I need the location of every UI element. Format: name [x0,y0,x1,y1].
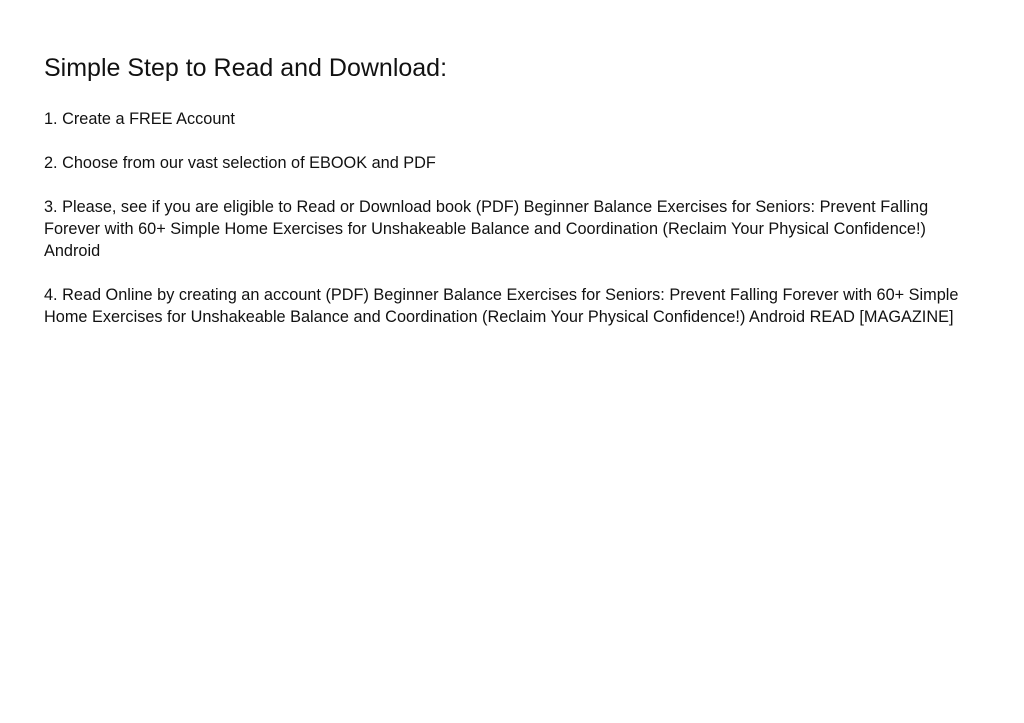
page-title: Simple Step to Read and Download: [44,54,448,82]
step-create-account: 1. Create a FREE Account [44,110,235,128]
step-check-eligibility: 3. Please, see if you are eligible to Read or Download book (PDF) Beginner Balance Exercises for Seniors: Prevent Falling Forever with 60+ Simple Home Exercises for Unshakeable Balance and Coordination (Reclaim Your Physical Confidence!) Android [44,198,929,260]
step-choose-selection: 2. Choose from our vast selection of EBOOK and PDF [44,154,436,172]
step-read-online: 4. Read Online by creating an account (PDF) Beginner Balance Exercises for Seniors: Prevent Falling Forever with 60+ Simple Home Exercises for Unshakeable Balance and Coordination (Reclaim Your Physical Confidence!) Android READ [MAGAZINE] [44,286,959,326]
document-content [44,52,984,350]
